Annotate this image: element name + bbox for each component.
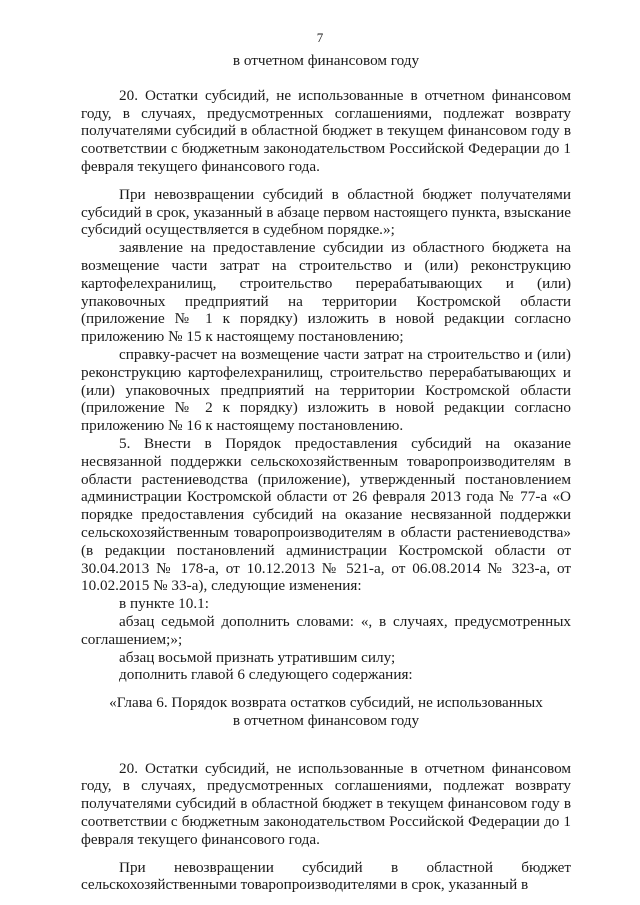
paragraph-application-form: заявление на предоставление субсидии из областного бюджета на возмещение части затрат на строительство и (или) реконструкцию картофелехранилищ, строительство перерабатывающих и (или) упаковочных предприятий на территории Костромской области (приложение № 1 к порядку) изложить в новой редакции согласно приложению № 15 к настоящему постановлению; — [81, 239, 571, 346]
paragraph-calculation-certificate: справку-расчет на возмещение части затрат на строительство и (или) реконструкцию картофелехранилищ, строительство перерабатывающих и (или) упаковочных предприятий на территории Костромской области (приложение № 2 к порядку) изложить в новой редакции согласно приложению № 16 к настоящему постановлению. — [81, 345, 571, 435]
page-number: 7 — [316, 30, 324, 45]
line-point-10-1: в пункте 10.1: — [119, 595, 209, 613]
paragraph-20-first: 20. Остатки субсидий, не использованные в отчетном финансовом году, в случаях, предусмотренных соглашениями, подлежат возврату получателями субсидий в областной бюджет в текущем финансовом году в соответствии с бюджетным законодательством Российской Федерации до 1 февраля текущего финансового года. — [81, 86, 571, 175]
paragraph-5-amendments: 5. Внести в Порядок предоставления субсидий на оказание несвязанной поддержки сельскохозяйственным товаропроизводителям в области растениеводства (приложение), утвержденный постановлением администрации Костромской области от 26 февраля 2013 года № 77-а «О порядке предоставления субсидий на оказание несвязанной поддержки сельскохозяйственным товаропроизводителям в области растениеводства» (в редакции постановлений администрации Костромской области от 30.04.2013 № 178-а, от 10.12.2013 № 521-а, от 06.08.2014 № 323-а, от 10.02.2015 № 33-а), следующие изменения: — [81, 434, 571, 595]
line-eighth-subparagraph: абзац восьмой признать утратившим силу; — [119, 648, 396, 666]
paragraph-20-second: 20. Остатки субсидий, не использованные в отчетном финансовом году, в случаях, предусмотренных соглашениями, подлежат возврату получателями субсидий в областной бюджет в текущем финансовом году в соответствии с бюджетным законодательством Российской Федерации до 1 февраля текущего финансового года. — [81, 759, 571, 848]
document-body — [81, 52, 571, 894]
paragraph-seventh-subparagraph: абзац седьмой дополнить словами: «, в случаях, предусмотренных соглашением;»; — [81, 612, 571, 648]
paragraph-nonreturn-second: При невозвращении субсидий в областной бюджет сельскохозяйственными товаропроизводителями в срок, указанный в — [81, 858, 571, 894]
section-heading-tail: в отчетном финансовом году — [232, 52, 420, 69]
chapter-6-title-line-1: «Глава 6. Порядок возврата остатков субсидий, не использованных — [109, 694, 543, 712]
chapter-6-title-line-2: в отчетном финансовом году — [232, 711, 420, 729]
line-add-chapter-6: дополнить главой 6 следующего содержания: — [119, 666, 413, 684]
paragraph-nonreturn-first: При невозвращении субсидий в областной бюджет получателями субсидий в срок, указанный в абзаце первом настоящего пункта, взыскание субсидий осуществляется в судебном порядке.»; — [81, 185, 571, 239]
